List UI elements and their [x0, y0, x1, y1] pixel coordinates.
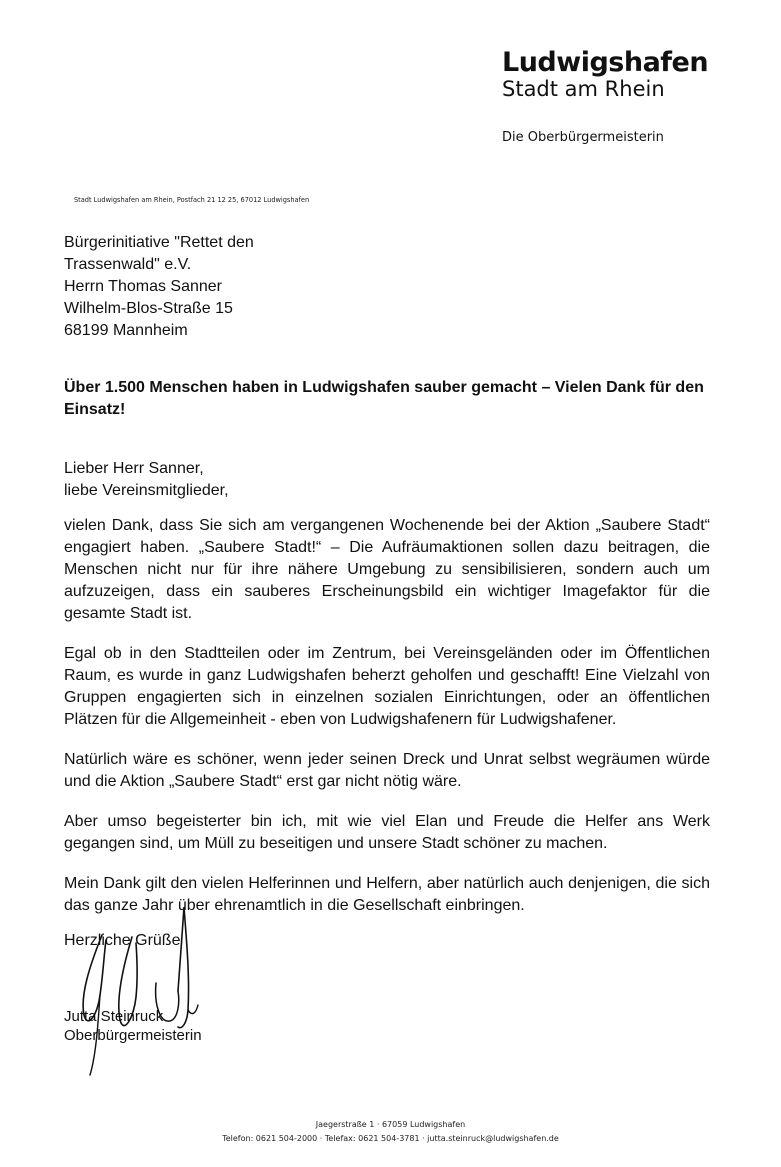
letterhead-logo — [502, 48, 762, 100]
closing-greeting: Herzliche Grüße — [64, 932, 181, 949]
letter-subject: Über 1.500 Menschen haben in Ludwigshafen sauber gemacht – Vielen Dank für den Einsatz! — [64, 379, 704, 418]
letter-footer — [0, 1118, 781, 1146]
letter-body — [64, 515, 710, 917]
salutation-line: Lieber Herr Sanner, — [64, 460, 204, 477]
sender-return-address: Stadt Ludwigshafen am Rhein, Postfach 21 12 25, 67012 Ludwigshafen — [74, 196, 310, 204]
body-paragraph: Aber umso begeisterter bin ich, mit wie viel Elan und Freude die Helfer ans Werk gegangen sind, um Müll zu beseitigen und unsere Stadt schöner zu machen. — [64, 813, 710, 852]
handwritten-signature — [60, 895, 230, 1080]
logo-city-name: Ludwigshafen — [502, 47, 709, 78]
office-title: Die Oberbürgermeisterin — [502, 130, 664, 145]
recipient-line: Herrn Thomas Sanner — [64, 278, 222, 295]
body-paragraph: Mein Dank gilt den vielen Helferinnen und Helfern, aber natürlich auch denjenigen, die sich das ganze Jahr über ehrenamtlich in die Gesellschaft einbringen. — [64, 875, 710, 914]
signer-name: Jutta Steinruck — [64, 1008, 164, 1025]
body-paragraph: vielen Dank, dass Sie sich am vergangenen Wochenende bei der Aktion „Saubere Stadt“ engagiert haben. „Saubere Stadt!“ – Die Aufräumaktionen sollen dazu beitragen, die Menschen nicht nur für ihre nähere Umgebung zu sensibilisieren, sondern auch um aufzuzeigen, dass ein sauberes Erscheinungsbild ein wichtiger Imagefaktor für die gesamte Stadt ist. — [64, 517, 710, 622]
footer-address: Jaegerstraße 1 · 67059 Ludwigshafen — [315, 1120, 466, 1129]
salutation-line: liebe Vereinsmitglieder, — [64, 482, 229, 499]
salutation — [64, 458, 229, 502]
recipient-line: 68199 Mannheim — [64, 322, 188, 339]
recipient-line: Trassenwald" e.V. — [64, 256, 192, 273]
body-paragraph: Natürlich wäre es schöner, wenn jeder seinen Dreck und Unrat selbst wegräumen würde und die Aktion „Saubere Stadt“ erst gar nicht nötig wäre. — [64, 751, 710, 790]
recipient-address — [64, 232, 254, 342]
logo-subtitle: Stadt am Rhein — [502, 77, 665, 101]
recipient-line: Bürgerinitiative "Rettet den — [64, 234, 254, 251]
signer-title: Oberbürgermeisterin — [64, 1027, 202, 1044]
body-paragraph: Egal ob in den Stadtteilen oder im Zentrum, bei Vereinsgeländen oder im Öffentlichen Raum, es wurde in ganz Ludwigshafen beherzt geholfen und geschafft! Eine Vielzahl von Gruppen engagierten sich in einzelnen sozialen Einrichtungen, oder an öffentlichen Plätzen für die Allgemeinheit - eben von Ludwigshafenern für Ludwigshafener. — [64, 645, 710, 728]
recipient-line: Wilhelm-Blos-Straße 15 — [64, 300, 233, 317]
footer-contact: Telefon: 0621 504-2000 · Telefax: 0621 504-3781 · jutta.steinruck@ludwigshafen.de — [222, 1134, 559, 1143]
